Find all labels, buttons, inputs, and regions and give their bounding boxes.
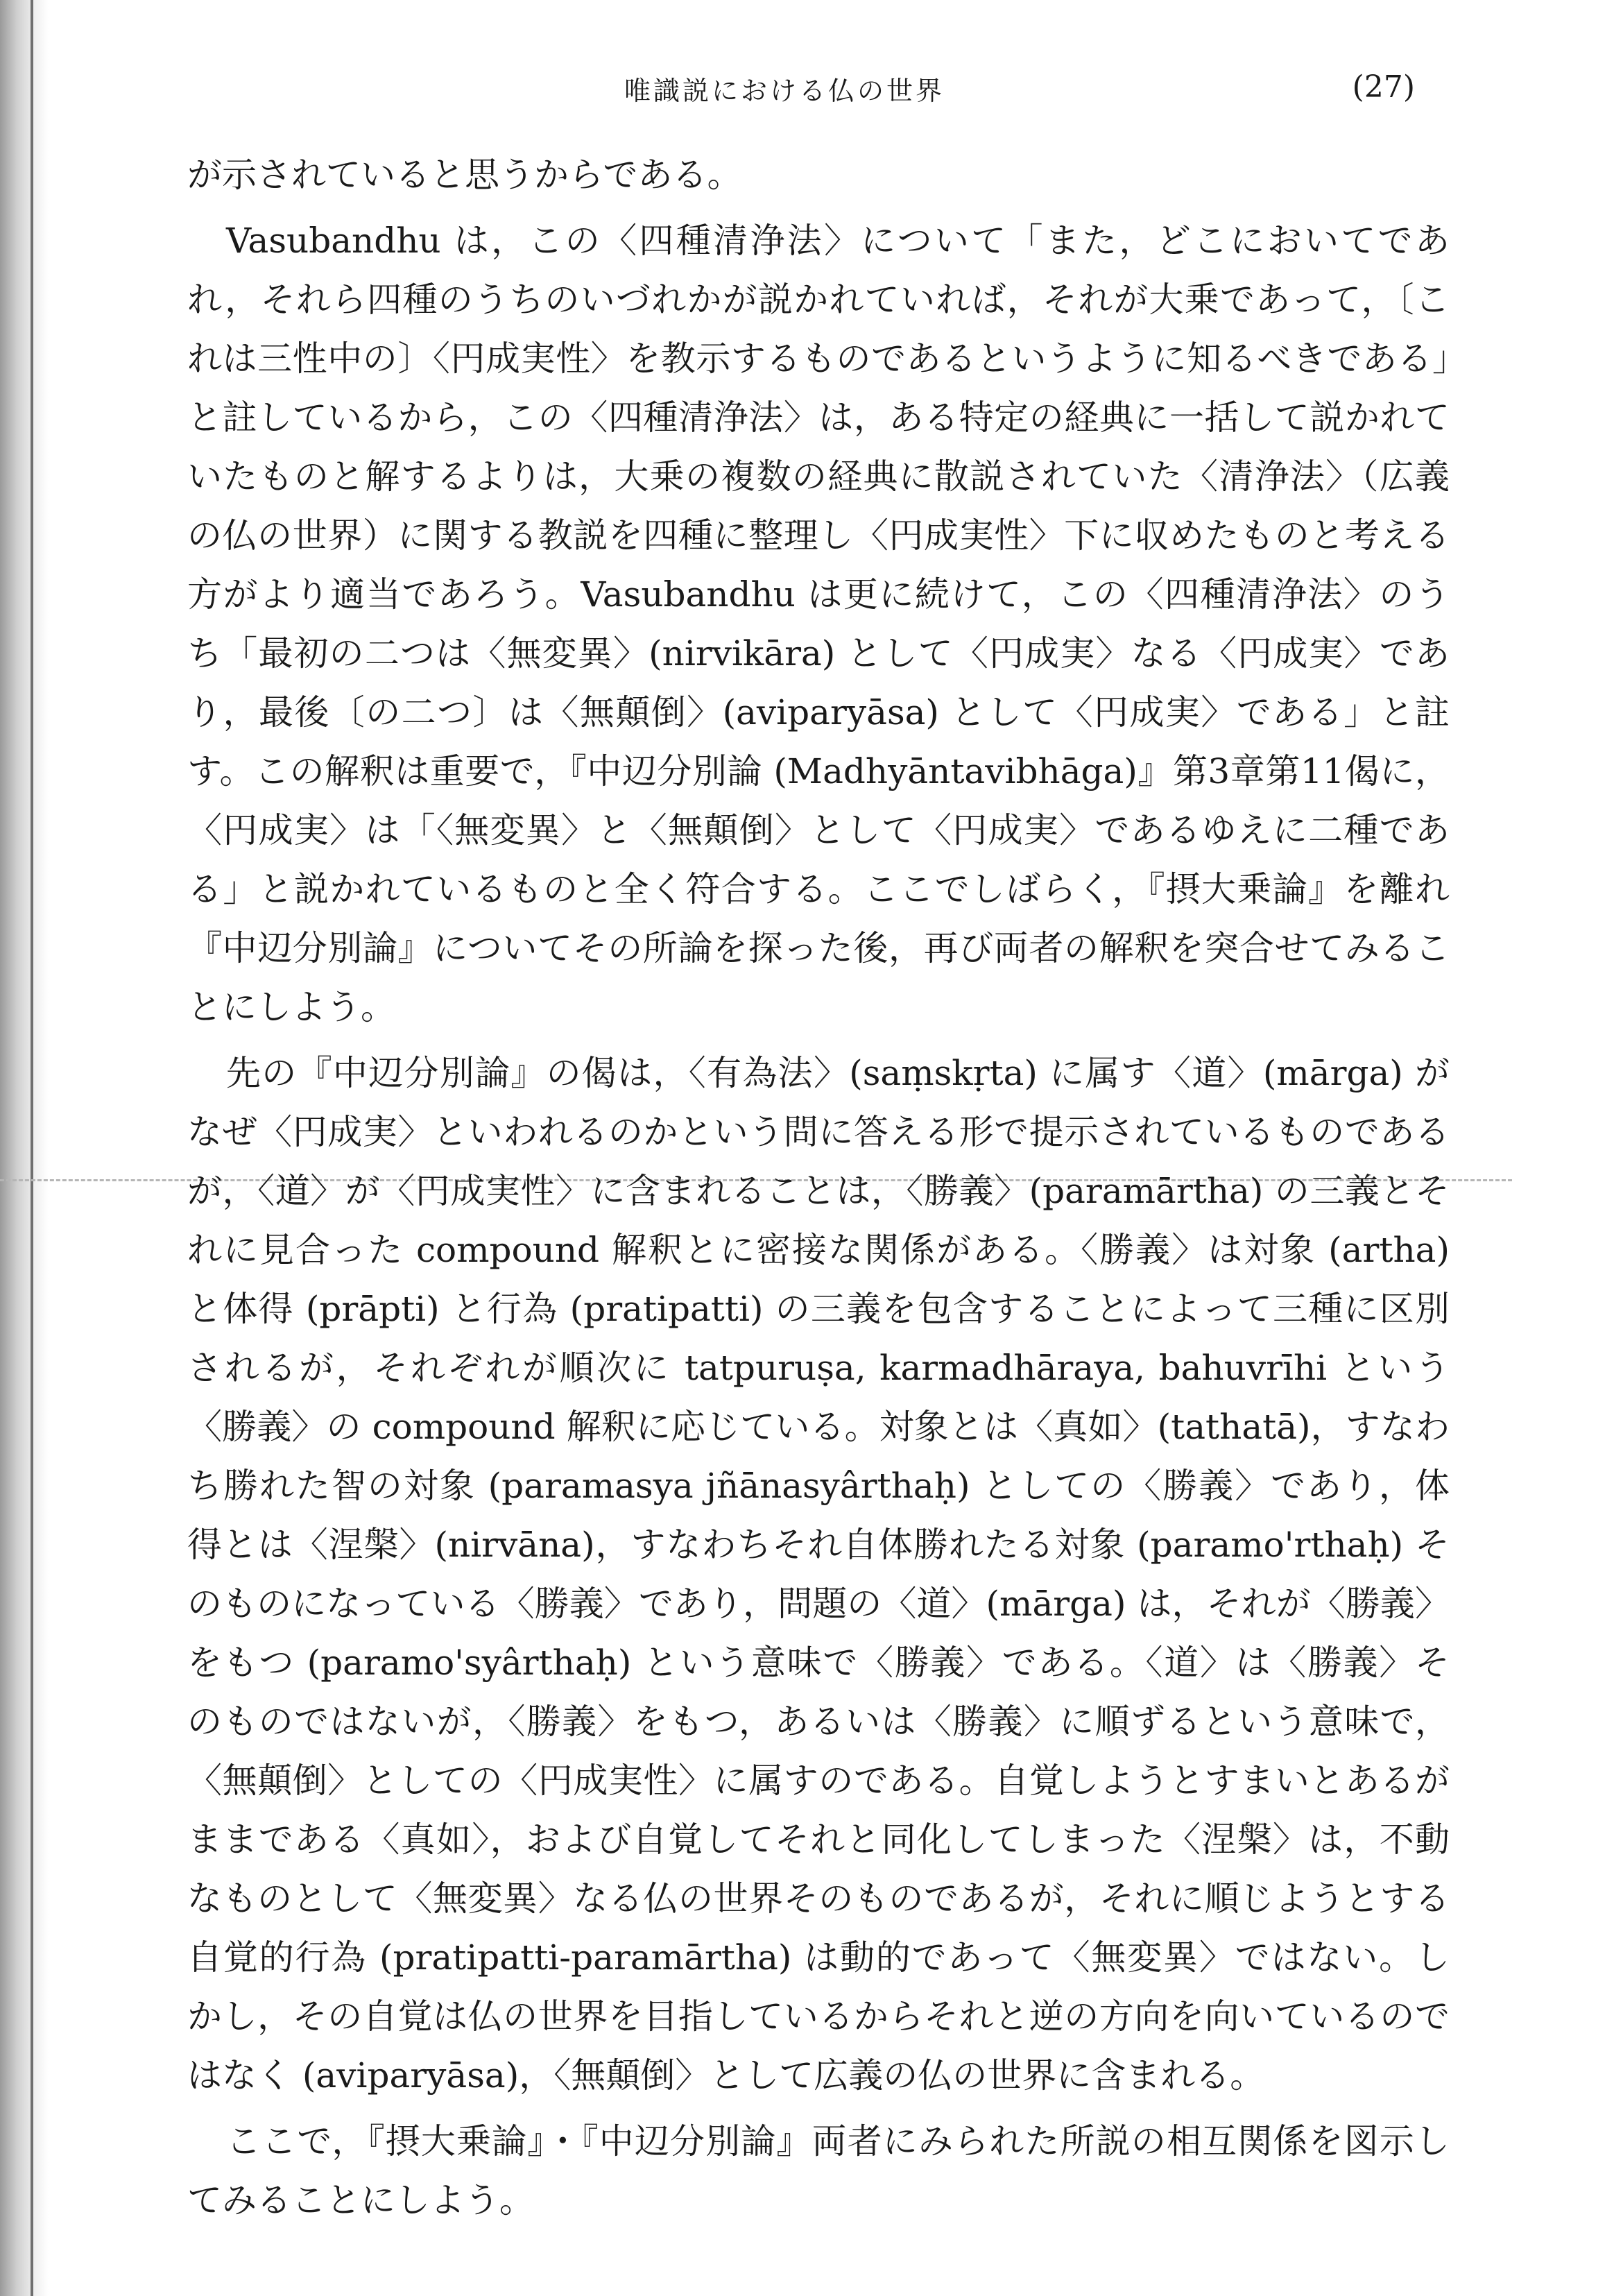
- scan-binding-shadow: [0, 0, 49, 2296]
- running-title: 唯識説における仏の世界: [624, 76, 945, 106]
- body-text: [187, 146, 1450, 2230]
- paragraph: Vasubandhu は，この〈四種清浄法〉について「また，どこにおいてであれ，それら四種のうちのいづれかが説かれていれば，それが大乗であって，〔これは三性中の〕〈円成実性〉を教示するものであるというように知るべきである」と註しているから，この〈四種清浄法〉は，ある特定の経典に一括して説かれていたものと解するよりは，大乗の複数の経典に散説されていた〈清浄法〉（広義の仏の世界）に関する教説を四種に整理し〈円成実性〉下に収めたものと考える方がより適当であろう。Vasubandhu は更に続けて，この〈四種清浄法〉のうち「最初の二つは〈無変異〉(nirvikāra) として〈円成実〉なる〈円成実〉であり，最後〔の二つ〕は〈無顛倒〉(aviparyāsa) として〈円成実〉である」と註す。この解釈は重要で，『中辺分別論 (Madhyāntavibhāga)』第3章第11偈に，〈円成実〉は「〈無変異〉と〈無顛倒〉として〈円成実〉であるゆえに二種である」と説かれているものと全く符合する。ここでしばらく，『摂大乗論』を離れ『中辺分別論』についてその所論を探った後，再び両者の解釈を突合せてみることにしよう。: [187, 221, 1450, 1027]
- scan-binding-edge: [31, 0, 33, 2296]
- paragraph: ここで，『摂大乗論』・『中辺分別論』両者にみられた所説の相互関係を図示してみることにしよう。: [187, 2121, 1450, 2220]
- page-number: (27): [1352, 69, 1415, 105]
- paragraph: 先の『中辺分別論』の偈は，〈有為法〉(saṃskṛta) に属す〈道〉(mārga) がなぜ〈円成実〉といわれるのかという問に答える形で提示されているものであるが，〈道〉が〈円成実性〉に含まれることは，〈勝義〉(paramārtha) の三義とそれに見合った compound 解釈とに密接な関係がある。〈勝義〉は対象 (artha) と体得 (prāpti) と行為 (pratipatti) の三義を包含することによって三種に区別されるが，それぞれが順次に tatpuruṣa, karmadhāraya, bahuvrīhi という〈勝義〉の compound 解釈に応じている。対象とは〈真如〉(tathatā)，すなわち勝れた智の対象 (paramasya jñānasyârthaḥ) としての〈勝義〉であり，体得とは〈涅槃〉(nirvāna)，すなわちそれ自体勝れたる対象 (paramo'rthaḥ) そのものになっている〈勝義〉であり，問題の〈道〉(mārga) は，それが〈勝義〉をもつ (paramo'syârthaḥ) という意味で〈勝義〉である。〈道〉は〈勝義〉そのものではないが，〈勝義〉をもつ，あるいは〈勝義〉に順ずるという意味で，〈無顛倒〉としての〈円成実性〉に属すのである。自覚しようとすまいとあるがままである〈真如〉，および自覚してそれと同化してしまった〈涅槃〉は，不動なものとして〈無変異〉なる仏の世界そのものであるが，それに順じようとする自覚的行為 (pratipatti-paramārtha) は動的であって〈無変異〉ではない。しかし，その自覚は仏の世界を目指しているからそれと逆の方向を向いているのではなく (aviparyāsa)，〈無顛倒〉として広義の仏の世界に含まれる。: [187, 1053, 1450, 2096]
- paragraph: が示されていると思うからである。: [187, 155, 742, 195]
- page-header: [624, 69, 1457, 111]
